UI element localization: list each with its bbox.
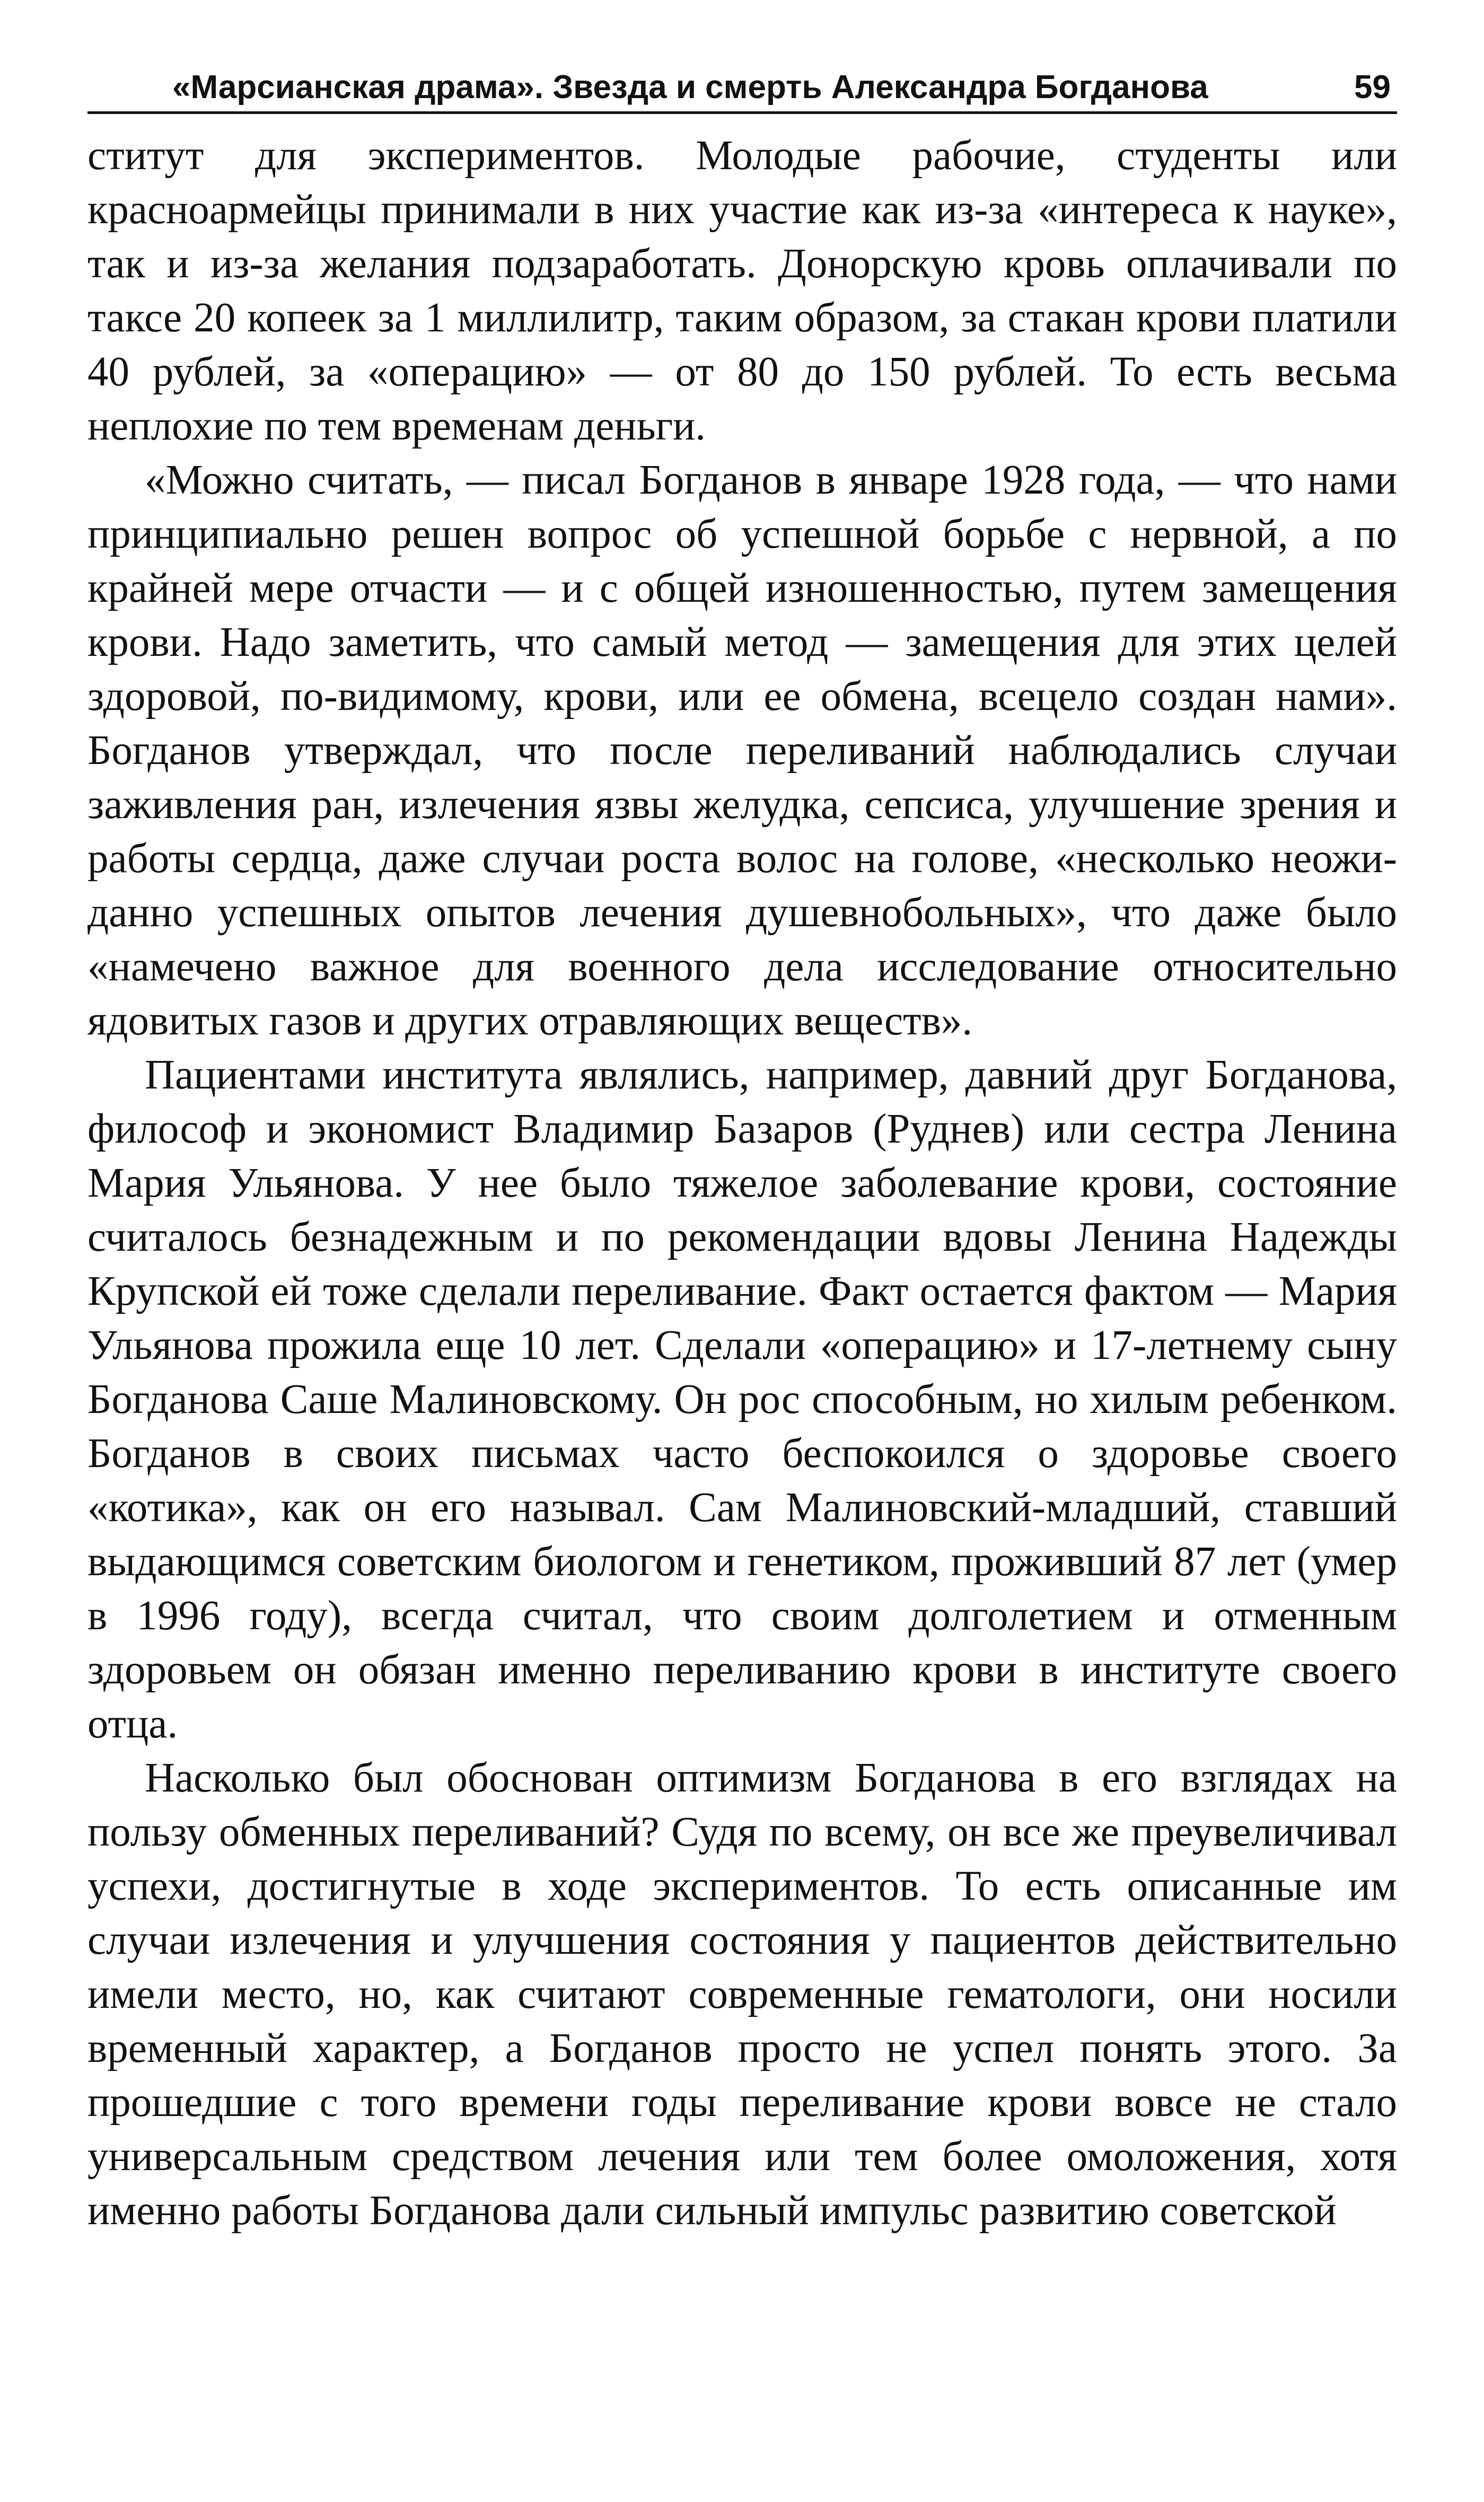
paragraph: Насколько был обоснован оптимизм Богданова в его взглядах на пользу обменных переливаний? Судя по всему, он все же преувеличивал успехи, достигнутые в ходе экспериментов. То есть описанные им случаи излечения и улучшения состояния у пациентов действительно имели место, но, как считают современные гематологи, они носили временный характер, а Богданов просто не успел понять этого. За прошедшие с того времени годы переливание крови вовсе не стало универсальным средством лечения или тем более омоложения, хотя именно работы Богданова дали сильный импульс развитию советской bbox=[87, 1755, 1397, 2234]
book-page bbox=[87, 64, 1397, 2238]
paragraph: «Можно считать, — писал Богданов в январе 1928 года, — что нами принципиально решен вопрос об успешной борьбе с нервной, а по крайней мере отчасти — и с общей изношенностью, путем замещения крови. Надо заметить, что самый метод — замещения для этих целей здоровой, по-видимому, крови, или ее обмена, всецело создан нами». Богданов утверждал, что после переливаний наблюдались случаи заживления ран, излечения язвы желудка, сепсиса, улучшение зрения и работы сердца, даже случаи роста волос на голове, «несколько неожиданно успешных опытов лечения душевнобольных», что даже было «намечено важное для военного дела исследование относительно ядовитых газов и других отравляющих веществ». bbox=[87, 457, 1397, 1044]
body-text bbox=[87, 129, 1397, 2238]
page-number: 59 bbox=[1354, 69, 1391, 106]
paragraph: ститут для экспериментов. Молодые рабочие, студенты или красноармейцы принимали в них участие как из-за «интереса к науке», так и из-за желания подзаработать. Донорскую кровь оплачивали по таксе 20 копеек за 1 миллилитр, таким образом, за стакан крови платили 40 рублей, за «операцию» — от 80 до 150 рублей. То есть весьма неплохие по тем временам деньги. bbox=[87, 133, 1397, 449]
paragraph: Пациентами института являлись, например, давний друг Богданова, философ и экономист Владимир Базаров (Руднев) или сестра Ленина Мария Ульянова. У нее было тяжелое заболевание крови, состояние считалось безнадежным и по рекомендации вдовы Ленина Надежды Крупской ей тоже сделали переливание. Факт остается фактом — Мария Ульянова прожила еще 10 лет. Сделали «операцию» и 17-летнему сыну Богданова Саше Малиновскому. Он рос способным, но хилым ребенком. Богданов в своих письмах часто беспокоился о здоровье своего «котика», как он его называл. Сам Малиновский-младший, ставший выдающимся советским биологом и генетиком, проживший 87 лет (умер в 1996 году), всегда считал, что своим долголетием и отменным здоровьем он обязан именно переливанию крови в институте своего отца. bbox=[87, 1052, 1397, 1747]
running-title: «Марсианская драма». Звезда и смерть Александра Богданова bbox=[172, 69, 1208, 106]
running-header bbox=[87, 64, 1397, 114]
